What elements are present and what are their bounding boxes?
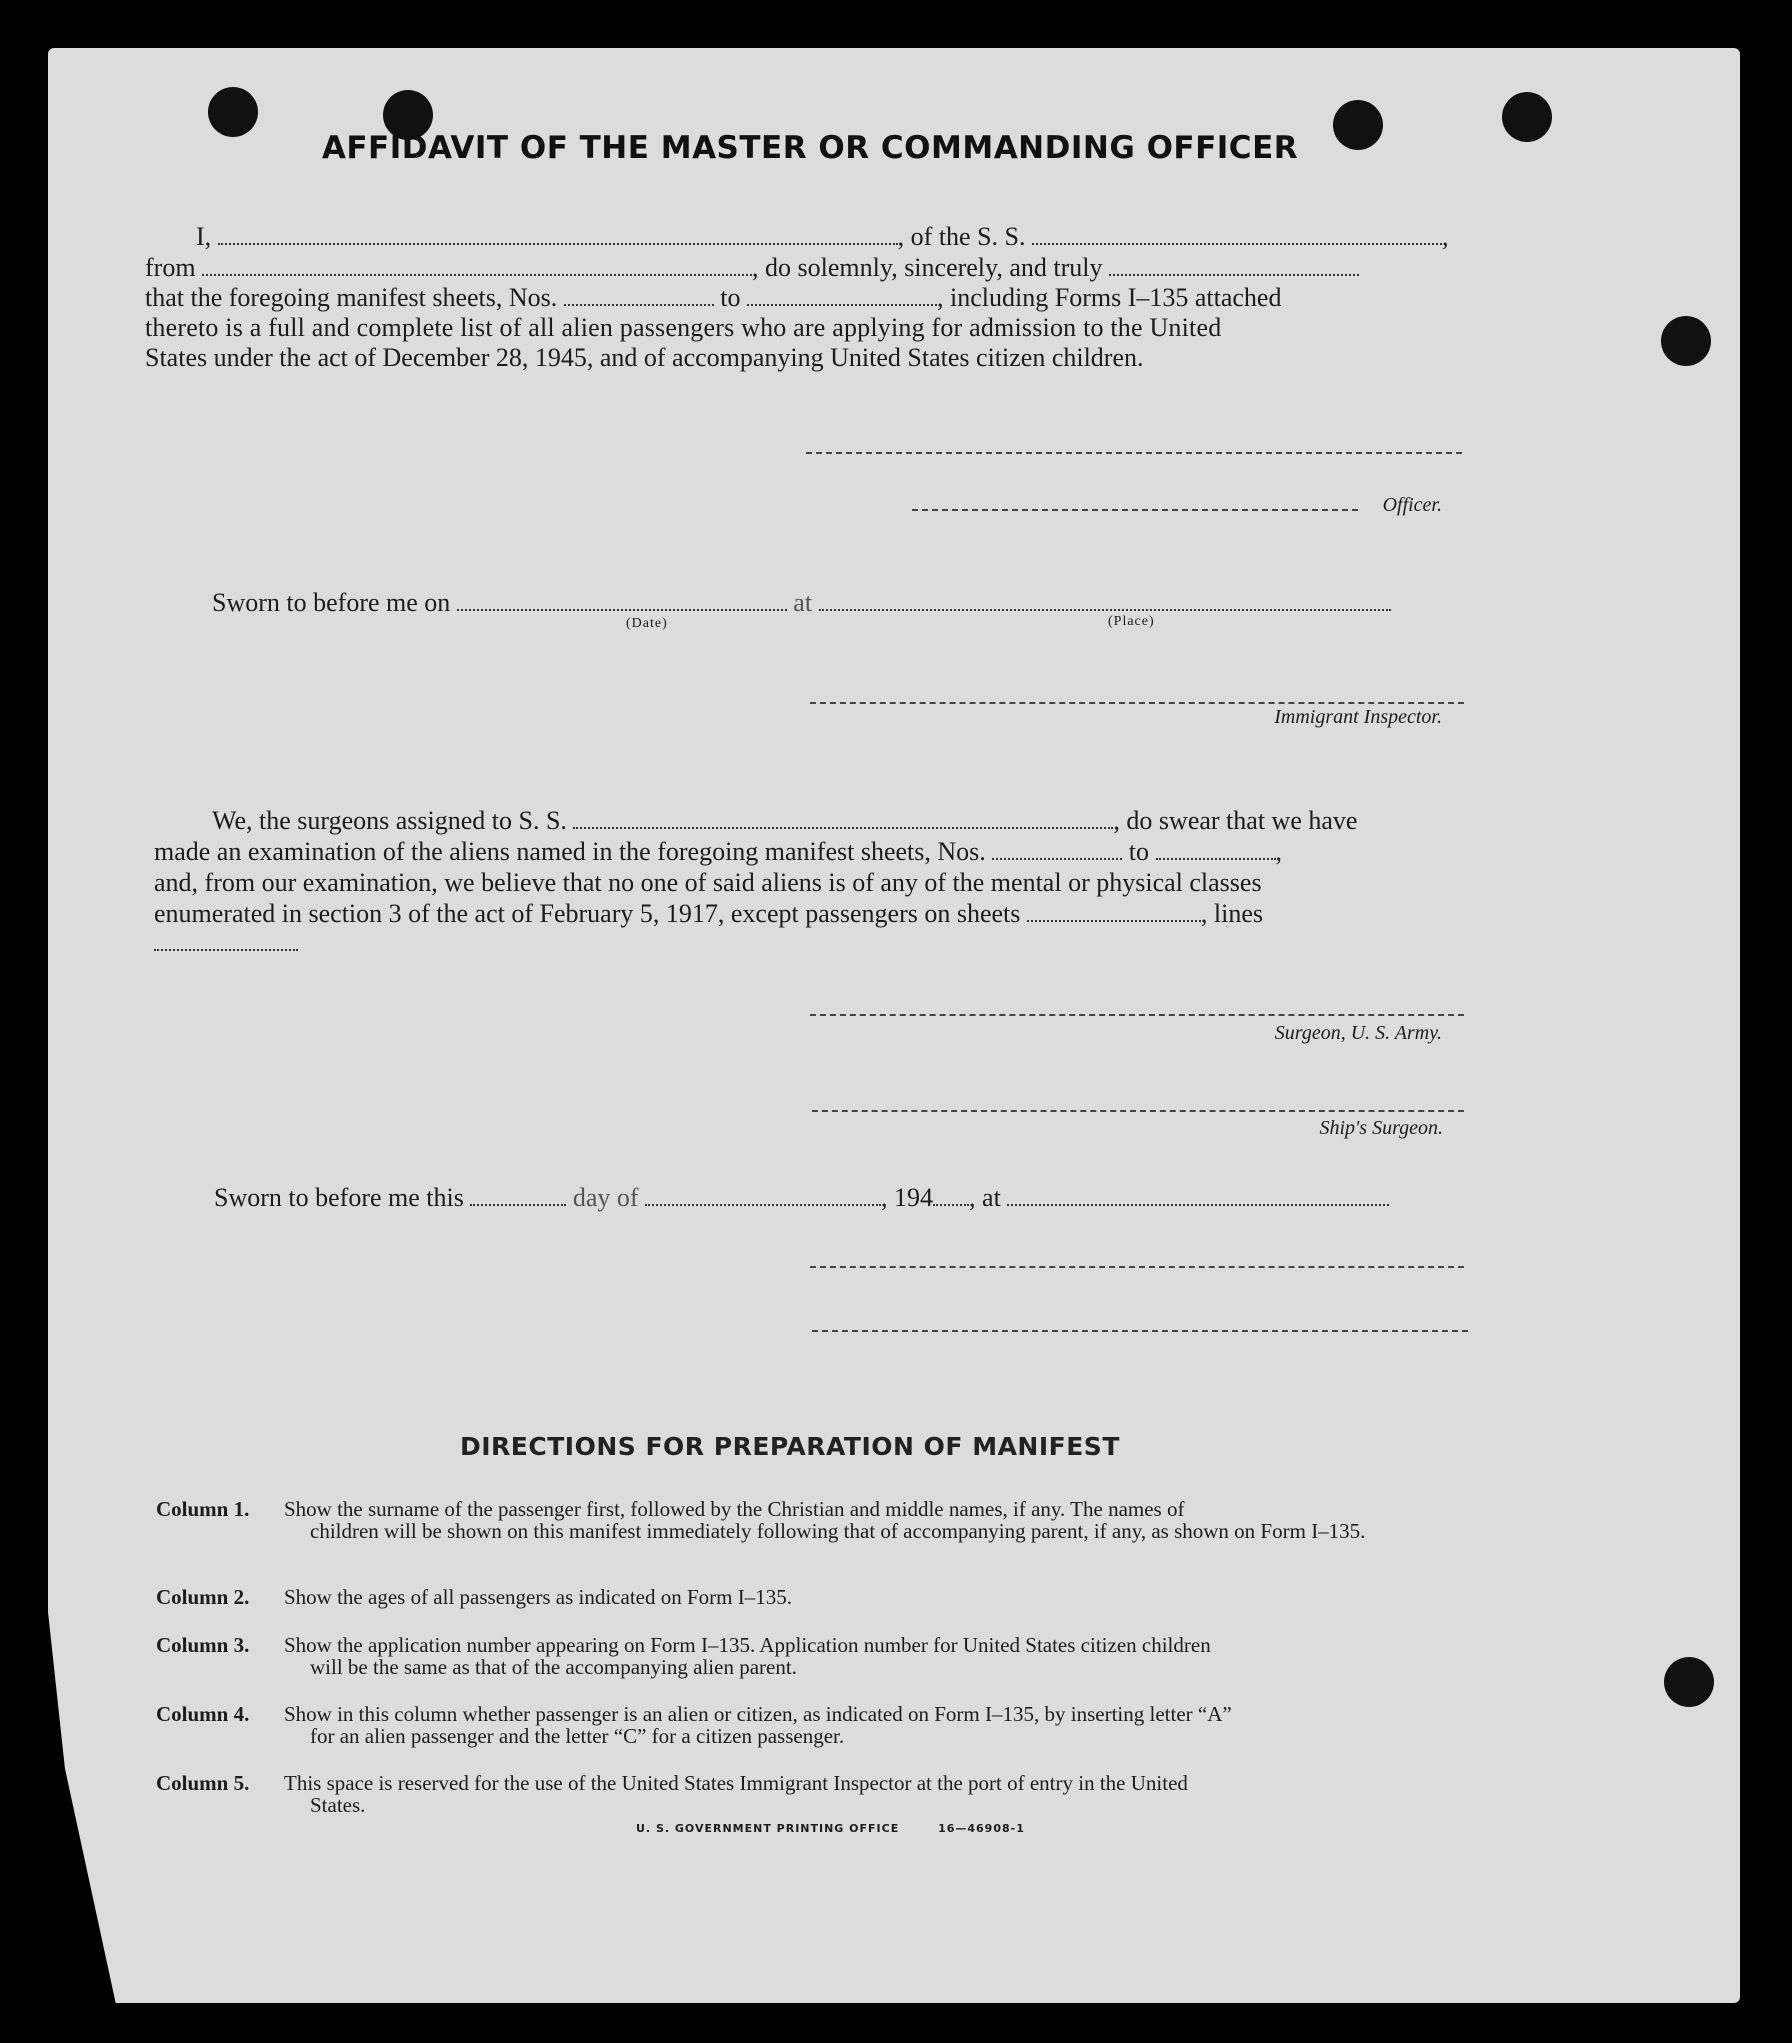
column-label: Column 3. — [156, 1633, 250, 1657]
text: I, — [196, 222, 212, 251]
sworn-line-2 — [214, 1183, 1389, 1213]
exception-lines-field[interactable] — [154, 929, 298, 951]
column-text: will be the same as that of the accompanying alien parent. — [310, 1655, 797, 1679]
column-text: This space is reserved for the use of the United States Immigrant Inspector at the port of entry in the United — [284, 1771, 1188, 1795]
ship-surgeon-signature-line[interactable] — [812, 1110, 1464, 1112]
text: to — [1128, 837, 1149, 866]
affidavit-line-5: States under the act of December 28, 1945, and of accompanying United States citizen children. — [145, 343, 1144, 372]
column-text: for an alien passenger and the letter “C” for a citizen passenger. — [310, 1724, 845, 1748]
affidavit-line-4: thereto is a full and complete list of all alien passengers who are applying for admission to the United — [145, 313, 1222, 342]
text: made an examination of the aliens named in the foregoing manifest sheets, Nos. — [154, 837, 986, 866]
surgeons-line-1 — [212, 806, 1357, 836]
column-text: Show in this column whether passenger is an alien or citizen, as indicated on Form I–135, by inserting letter “A” — [284, 1702, 1232, 1726]
text: , lines — [1200, 899, 1264, 928]
surgeons-line-2 — [154, 837, 1282, 867]
army-surgeon-label: Surgeon, U. S. Army. — [1274, 1022, 1442, 1044]
officer-label: Officer. — [1382, 494, 1442, 516]
from-port-field[interactable] — [202, 254, 752, 276]
sworn-month-field[interactable] — [645, 1184, 881, 1206]
surgeon-sheet-to-field[interactable] — [1156, 838, 1276, 860]
column-text: Show the ages of all passengers as indicated on Form I–135. — [284, 1585, 792, 1609]
text: We, the surgeons assigned to S. S. — [212, 806, 567, 835]
affidavit-line-2 — [145, 253, 1359, 283]
army-surgeon-signature-line[interactable] — [810, 1014, 1464, 1016]
column-label: Column 2. — [156, 1585, 250, 1609]
text: , — [1275, 837, 1282, 866]
sworn-day-field[interactable] — [470, 1184, 566, 1206]
text: that the foregoing manifest sheets, Nos. — [145, 283, 558, 312]
punch-hole — [208, 87, 258, 137]
exception-sheets-field[interactable] — [1027, 900, 1201, 922]
place-caption: (Place) — [1108, 614, 1155, 629]
text: , 194 — [881, 1183, 934, 1212]
direction-column-2 — [156, 1586, 1476, 1608]
printer-footer — [636, 1822, 1059, 1835]
sworn-date-field[interactable] — [457, 589, 787, 611]
direction-column-3 — [156, 1634, 1476, 1678]
column-label: Column 5. — [156, 1771, 250, 1795]
surgeon-sheet-from-field[interactable] — [992, 838, 1122, 860]
text: , at — [969, 1183, 1001, 1212]
printer-name: U. S. GOVERNMENT PRINTING OFFICE — [636, 1822, 900, 1835]
column-text: States. — [310, 1793, 366, 1817]
punch-hole — [1502, 92, 1552, 142]
inspector-signature-line-2[interactable] — [810, 1266, 1464, 1268]
affidavit-line-3 — [145, 283, 1281, 313]
form-code: 16—46908-1 — [938, 1822, 1025, 1835]
text: , do solemnly, sincerely, and truly — [752, 253, 1103, 282]
direction-column-4 — [156, 1703, 1476, 1747]
text: , — [1442, 222, 1449, 251]
surgeons-line-3: and, from our examination, we believe that no one of said aliens is of any of the mental or physical classes — [154, 868, 1262, 897]
column-label: Column 4. — [156, 1702, 250, 1726]
sheet-to-field[interactable] — [747, 284, 937, 306]
text: enumerated in section 3 of the act of February 5, 1917, except passengers on sheets — [154, 899, 1021, 928]
surgeons-line-5 — [154, 928, 298, 958]
direction-column-1 — [156, 1498, 1476, 1542]
ship-surgeon-label: Ship's Surgeon. — [1319, 1117, 1443, 1139]
affidavit-line-1 — [196, 222, 1449, 252]
ship-name-field[interactable] — [1032, 223, 1442, 245]
officer-signature-line-2[interactable] — [912, 509, 1358, 511]
text: , do swear that we have — [1113, 806, 1358, 835]
column-text: Show the application number appearing on Form I–135. Application number for United States citizen children — [284, 1633, 1211, 1657]
inspector-signature-line-3[interactable] — [812, 1330, 1468, 1332]
text: day of — [572, 1183, 639, 1212]
column-text: children will be shown on this manifest immediately following that of accompanying parent, if any, as shown on Form I–135. — [310, 1519, 1366, 1543]
directions-title: DIRECTIONS FOR PREPARATION OF MANIFEST — [460, 1432, 1120, 1461]
sworn-line-1 — [212, 588, 1391, 618]
punch-hole — [1661, 316, 1711, 366]
date-caption: (Date) — [626, 616, 668, 631]
officer-signature-line[interactable] — [806, 452, 1462, 454]
sworn-year-field[interactable] — [933, 1184, 969, 1206]
text: , including Forms I–135 attached — [937, 283, 1282, 312]
sheet-from-field[interactable] — [564, 284, 714, 306]
sworn-place-field-2[interactable] — [1007, 1184, 1389, 1206]
text: at — [793, 588, 813, 617]
direction-column-5 — [156, 1772, 1476, 1816]
master-name-field[interactable] — [218, 223, 898, 245]
text: to — [720, 283, 741, 312]
blank-field[interactable] — [1109, 254, 1359, 276]
surgeon-ship-field[interactable] — [573, 807, 1113, 829]
surgeons-line-4 — [154, 899, 1263, 929]
punch-hole — [1664, 1657, 1714, 1707]
column-text: Show the surname of the passenger first, followed by the Christian and middle names, if any. The names of — [284, 1497, 1185, 1521]
text: , of the S. S. — [897, 222, 1026, 251]
text: Sworn to before me this — [214, 1183, 464, 1212]
affidavit-title: AFFIDAVIT OF THE MASTER OR COMMANDING OFFICER — [321, 130, 1299, 166]
inspector-signature-line[interactable] — [810, 702, 1464, 704]
column-label: Column 1. — [156, 1497, 250, 1521]
inspector-label: Immigrant Inspector. — [1274, 706, 1442, 728]
punch-hole — [1333, 100, 1383, 150]
sworn-place-field[interactable] — [819, 589, 1391, 611]
text: from — [145, 253, 196, 282]
text: Sworn to before me on — [212, 588, 451, 617]
